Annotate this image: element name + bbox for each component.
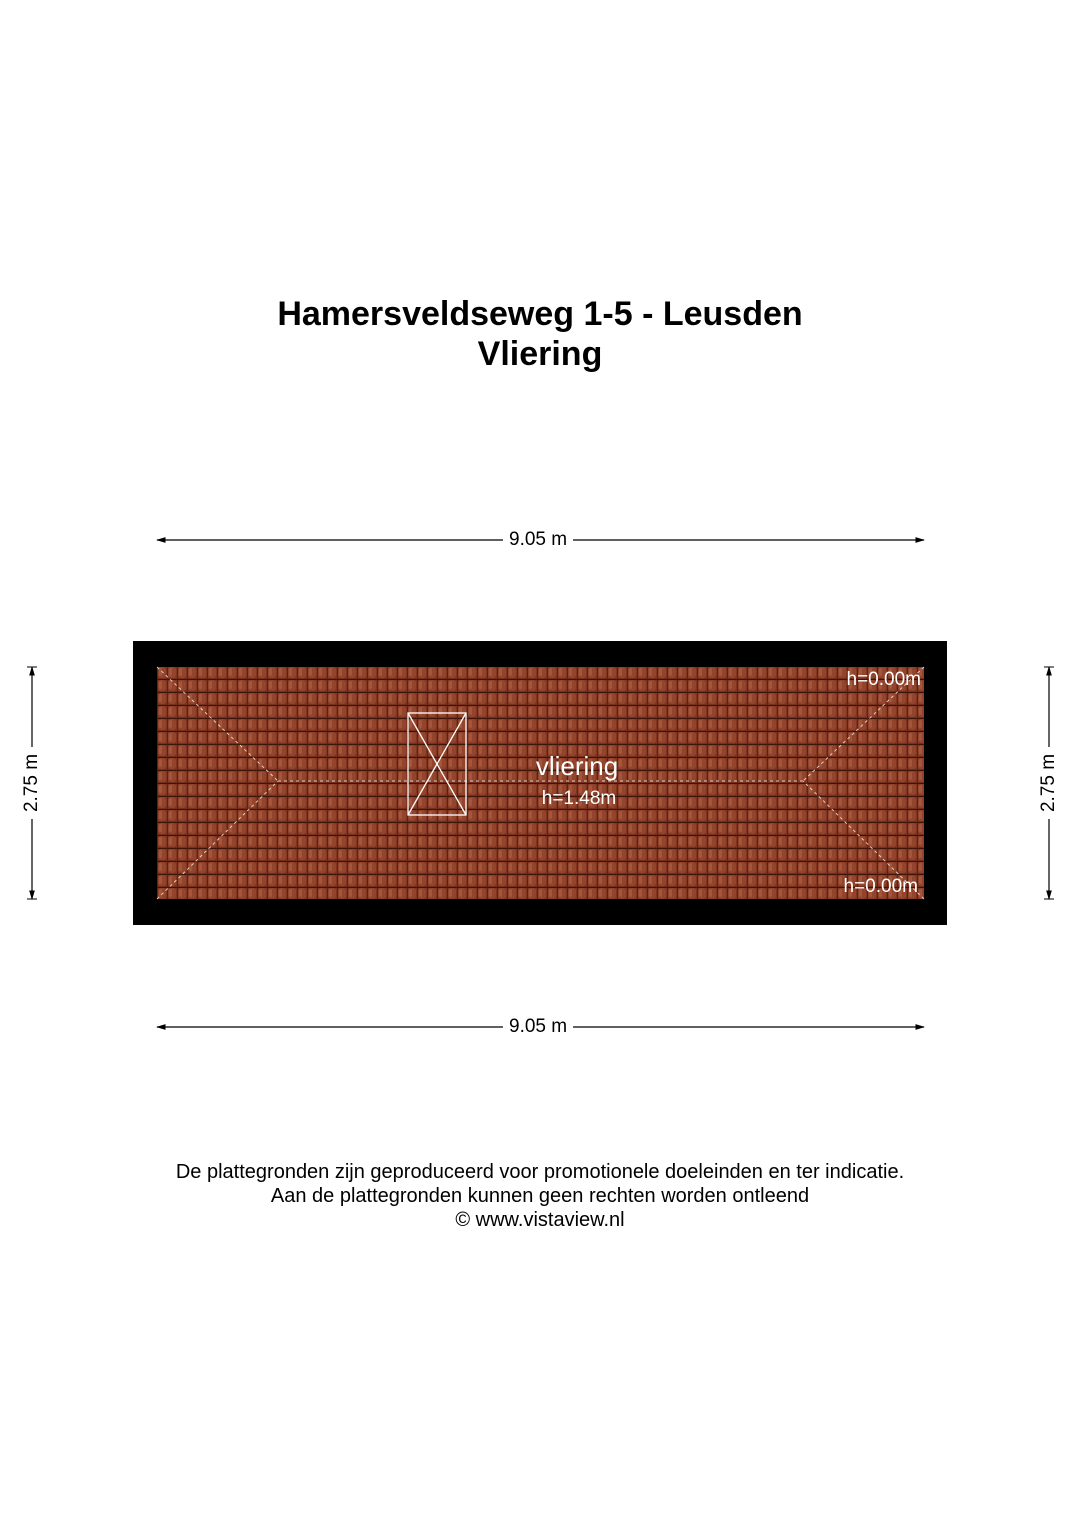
room-height: h=1.48m <box>541 788 617 809</box>
room-name: vliering <box>535 751 619 781</box>
dimension-label-bottom: 9.05 m <box>503 1016 573 1038</box>
disclaimer-line-2: Aan de plattegronden kunnen geen rechten worden ontleend <box>270 1185 810 1207</box>
dimension-label-right: 2.75 m <box>1038 747 1060 819</box>
copyright: © www.vistaview.nl <box>455 1209 625 1231</box>
page-title: Hamersveldseweg 1-5 - Leusden <box>277 295 803 333</box>
roof-tiles <box>157 667 924 899</box>
dimension-label-left: 2.75 m <box>21 747 43 819</box>
corner-height-bottom: h=0.00m <box>843 876 918 897</box>
disclaimer-line-1: De plattegronden zijn geproduceerd voor promotionele doeleinden en ter indicatie. <box>175 1161 905 1183</box>
floor-name: Vliering <box>477 335 603 373</box>
dimension-label-top: 9.05 m <box>503 529 573 551</box>
corner-height-top: h=0.00m <box>846 669 921 690</box>
